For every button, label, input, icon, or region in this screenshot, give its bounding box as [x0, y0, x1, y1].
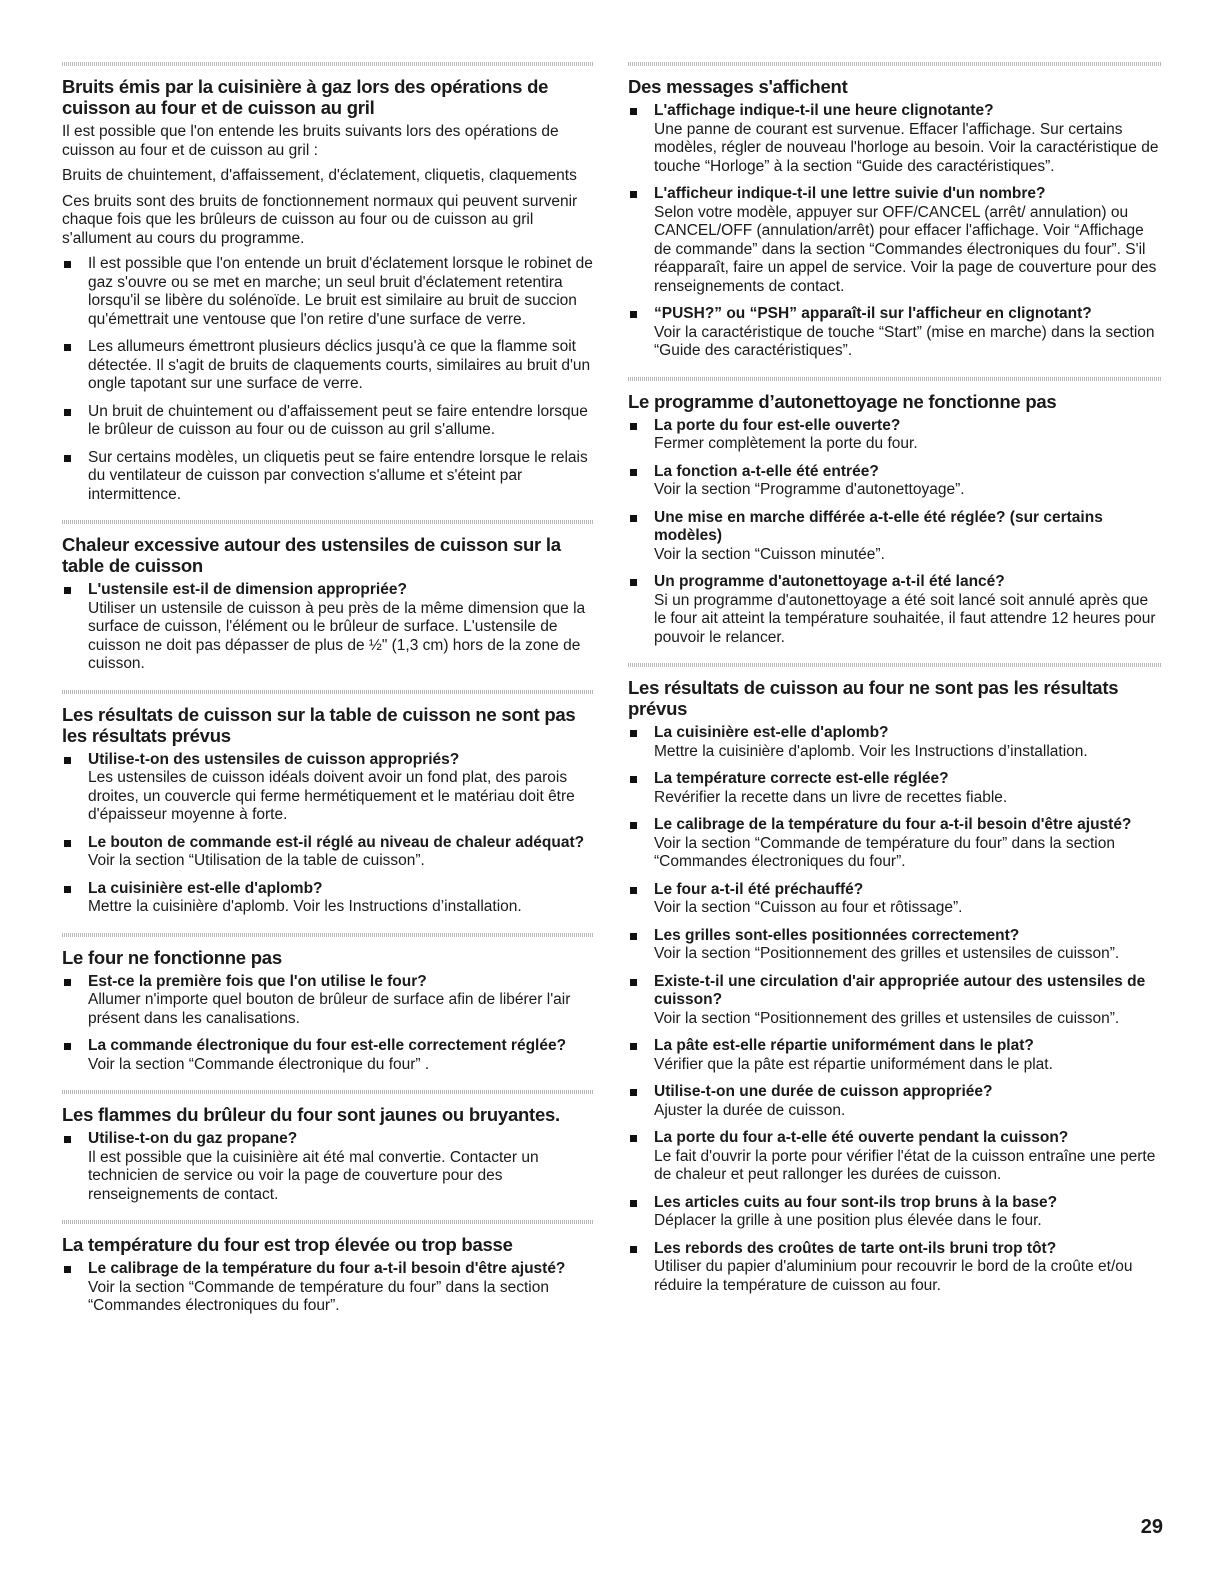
square-bullet-icon	[64, 344, 71, 351]
list-item	[628, 463, 1162, 500]
item-question: La commande électronique du four est-elle correctement réglée?	[88, 1037, 567, 1054]
item-question: Une mise en marche différée a-t-elle été réglée? (sur certains modèles)	[654, 508, 1103, 544]
square-bullet-icon	[64, 979, 71, 986]
square-bullet-icon	[64, 1136, 71, 1143]
troubleshooting-section	[62, 947, 594, 1075]
square-bullet-icon	[630, 1200, 637, 1207]
square-bullet-icon	[64, 261, 71, 268]
square-bullet-icon	[630, 311, 637, 318]
list-item	[628, 573, 1162, 647]
item-question: L'afficheur indique-t-il une lettre suivie d'un nombre?	[654, 185, 1046, 202]
item-answer: Voir la section “Commande électronique du four” .	[88, 1055, 430, 1073]
item-question: Est-ce la première fois que l'on utilise le four?	[88, 972, 427, 990]
item-answer: Revérifier la recette dans un livre de recettes fiable.	[654, 788, 1008, 806]
square-bullet-icon	[630, 1246, 637, 1253]
section-paragraph: Il est possible que l'on entende les bruits suivants lors des opérations de cuisson au four et de cuisson au gril :	[62, 123, 559, 159]
item-answer: Voir la section “Utilisation de la table de cuisson”.	[88, 852, 425, 869]
troubleshooting-section	[62, 76, 594, 504]
list-item	[628, 1129, 1162, 1185]
section-paragraph: Ces bruits sont des bruits de fonctionnement normaux qui peuvent survenir chaque fois que les brûleurs de cuisson au four ou de cuisson au gril s'allument au cours du programme.	[62, 192, 578, 247]
item-answer: Les allumeurs émettront plusieurs déclics jusqu'à ce que la flamme soit détectée. Il s'agit de bruits de claquements courts, similaires au bruit d'un ongle tapotant sur une surface de verre.	[88, 338, 591, 392]
item-question: Les articles cuits au four sont-ils trop bruns à la base?	[654, 1193, 1058, 1211]
square-bullet-icon	[630, 108, 637, 115]
section-title: Le programme d’autonettoyage ne fonctionne pas	[628, 390, 1057, 412]
section-title: Le four ne fonctionne pas	[62, 946, 282, 968]
item-question: La porte du four a-t-elle été ouverte pendant la cuisson?	[654, 1129, 1069, 1146]
item-list	[62, 1260, 594, 1316]
item-answer: Voir la section “Positionnement des grilles et ustensiles de cuisson”.	[654, 1009, 1120, 1027]
item-list	[62, 1130, 594, 1204]
right-column	[628, 62, 1162, 1311]
item-answer: Voir la section “Positionnement des grilles et ustensiles de cuisson”.	[654, 945, 1120, 962]
troubleshooting-section	[62, 1234, 594, 1316]
section-divider	[62, 690, 594, 694]
list-item	[62, 834, 594, 871]
item-question: Le calibrage de la température du four a-t-il besoin d'être ajusté?	[654, 816, 1132, 833]
item-question: Les grilles sont-elles positionnées correctement?	[654, 926, 1020, 944]
item-answer: Il est possible que l'on entende un bruit d'éclatement lorsque le robinet de gaz s'ouvre ou se met en marche; un seul bruit d'éclatement retentira lorsqu'il se libère du solénoïde. Le bruit est similaire au bruit de succion qu'émettrait une ventouse que l'on retire d'une surface de verre.	[88, 255, 593, 328]
item-answer: Vérifier que la pâte est répartie uniformément dans le plat.	[654, 1055, 1053, 1073]
item-list	[62, 255, 594, 504]
item-answer: Si un programme d'autonettoyage a été soit lancé soit annulé après que le four ait atteint la température souhaitée, il faut attendre 12 heures pour pouvoir le relancer.	[654, 591, 1156, 646]
item-question: La cuisinière est-elle d'aplomb?	[88, 879, 323, 897]
item-question: Un programme d'autonettoyage a-t-il été lancé?	[654, 573, 1005, 590]
list-item	[628, 881, 1162, 918]
item-answer: Fermer complètement la porte du four.	[654, 435, 918, 452]
item-question: La cuisinière est-elle d'aplomb?	[654, 724, 889, 741]
item-answer: Voir la section “Commande de température du four” dans la section “Commandes électroniques du four”.	[88, 1278, 549, 1314]
troubleshooting-section	[628, 76, 1162, 361]
item-answer: Un bruit de chuintement ou d'affaissement peut se faire entendre lorsque le brûleur de cuisson au four ou de cuisson au gril s'allume.	[88, 402, 588, 438]
section-title: Chaleur excessive autour des ustensiles de cuisson sur la table de cuisson	[62, 534, 561, 576]
list-item	[628, 770, 1162, 807]
section-divider	[62, 520, 594, 524]
item-question: La fonction a-t-elle été entrée?	[654, 462, 879, 480]
square-bullet-icon	[630, 933, 637, 940]
item-question: Le bouton de commande est-il réglé au niveau de chaleur adéquat?	[88, 833, 585, 851]
square-bullet-icon	[630, 579, 637, 586]
section-title: Des messages s'affichent	[628, 76, 848, 97]
item-question: Le calibrage de la température du four a-t-il besoin d'être ajusté?	[88, 1260, 566, 1277]
item-question: “PUSH?” ou “PSH” apparaît-il sur l'afficheur en clignotant?	[654, 305, 1092, 322]
item-list	[628, 724, 1162, 1295]
item-list	[62, 581, 594, 674]
list-item	[62, 581, 594, 674]
section-title: Les résultats de cuisson sur la table de cuisson ne sont pas les résultats prévus	[62, 703, 576, 746]
item-question: L'affichage indique-t-il une heure clignotante?	[654, 102, 994, 119]
square-bullet-icon	[630, 887, 637, 894]
section-title: Bruits émis par la cuisinière à gaz lors des opérations de cuisson au four et de cuisson au gril	[62, 76, 549, 118]
item-question: Les rebords des croûtes de tarte ont-ils bruni trop tôt?	[654, 1239, 1057, 1257]
item-question: La pâte est-elle répartie uniformément dans le plat?	[654, 1037, 1034, 1054]
list-item	[628, 305, 1162, 361]
list-item	[628, 1194, 1162, 1231]
troubleshooting-section	[628, 677, 1162, 1295]
square-bullet-icon	[630, 515, 637, 522]
page-number: 29	[1140, 1516, 1163, 1538]
list-item	[628, 724, 1162, 761]
square-bullet-icon	[630, 191, 637, 198]
section-paragraph: Bruits de chuintement, d'affaissement, d'éclatement, cliquetis, claquements	[62, 167, 577, 184]
section-title: La température du four est trop élevée ou trop basse	[62, 1234, 513, 1255]
square-bullet-icon	[630, 979, 637, 986]
item-answer: Les ustensiles de cuisson idéals doivent avoir un fond plat, des parois droites, un couvercle qui ferme hermétiquement et le matériau doit être d'épaisseur moyenne à forte.	[88, 769, 575, 823]
list-item	[62, 1130, 594, 1204]
left-column	[62, 62, 594, 1332]
list-item	[628, 1083, 1162, 1120]
list-item	[628, 927, 1162, 964]
section-divider	[62, 1220, 594, 1224]
troubleshooting-section	[62, 1104, 594, 1204]
item-answer: Voir la caractéristique de touche “Start” (mise en marche) dans la section “Guide des caractéristiques”.	[654, 323, 1155, 359]
list-item	[62, 751, 594, 825]
list-item	[62, 1037, 594, 1074]
list-item	[62, 1260, 594, 1316]
list-item	[628, 417, 1162, 454]
item-answer: Voir la section “Cuisson au four et rôtissage”.	[654, 899, 963, 916]
item-answer: Sur certains modèles, un cliquetis peut se faire entendre lorsque le relais du ventilateur de cuisson par convection s'allume et s'éteint par intermittence.	[88, 448, 588, 503]
square-bullet-icon	[630, 469, 637, 476]
list-item	[628, 1037, 1162, 1074]
square-bullet-icon	[64, 587, 71, 594]
list-item	[62, 449, 594, 505]
item-question: La température correcte est-elle réglée?	[654, 770, 949, 787]
item-answer: Le fait d'ouvrir la porte pour vérifier l'état de la cuisson entraîne une perte de chaleur et peut rallonger les durées de cuisson.	[654, 1147, 1156, 1183]
square-bullet-icon	[64, 757, 71, 764]
item-list	[628, 417, 1162, 648]
section-title: Les flammes du brûleur du four sont jaunes ou bruyantes.	[62, 1104, 560, 1125]
item-question: Utilise-t-on des ustensiles de cuisson appropriés?	[88, 750, 460, 768]
list-item	[628, 102, 1162, 176]
list-item	[62, 338, 594, 394]
square-bullet-icon	[630, 776, 637, 783]
square-bullet-icon	[64, 409, 71, 416]
square-bullet-icon	[630, 1089, 637, 1096]
list-item	[628, 1240, 1162, 1296]
item-answer: Voir la section “Cuisson minutée”.	[654, 545, 885, 563]
square-bullet-icon	[630, 1135, 637, 1142]
section-divider	[62, 1090, 594, 1094]
list-item	[62, 403, 594, 440]
square-bullet-icon	[64, 455, 71, 462]
item-answer: Ajuster la durée de cuisson.	[654, 1101, 846, 1119]
item-question: L'ustensile est-il de dimension appropriée?	[88, 581, 407, 598]
square-bullet-icon	[630, 822, 637, 829]
item-list	[628, 102, 1162, 361]
item-question: Utilise-t-on une durée de cuisson appropriée?	[654, 1083, 993, 1100]
item-answer: Voir la section “Programme d'autonettoyage”.	[654, 481, 965, 498]
item-answer: Allumer n'importe quel bouton de brûleur de surface afin de libérer l'air présent dans les canalisations.	[88, 991, 571, 1027]
item-question: Existe-t-il une circulation d'air appropriée autour des ustensiles de cuisson?	[654, 972, 1146, 1008]
section-title: Les résultats de cuisson au four ne sont pas les résultats prévus	[628, 677, 1119, 719]
item-list	[62, 973, 594, 1075]
troubleshooting-section	[62, 534, 594, 674]
item-answer: Déplacer la grille à une position plus élevée dans le four.	[654, 1212, 1042, 1229]
section-divider	[628, 663, 1162, 667]
square-bullet-icon	[630, 423, 637, 430]
item-question: La porte du four est-elle ouverte?	[654, 416, 901, 434]
list-item	[62, 973, 594, 1029]
list-item	[628, 816, 1162, 872]
section-divider	[62, 62, 594, 66]
item-answer: Mettre la cuisinière d'aplomb. Voir les Instructions d’installation.	[88, 898, 522, 915]
item-answer: Selon votre modèle, appuyer sur OFF/CANCEL (arrêt/ annulation) ou CANCEL/OFF (annulation/arrêt) pour effacer l'affichage. Voir “Affichage de commande” dans la section “Commandes électroniques du four”. S'il réapparaît, faire un appel de service. Voir la page de couverture pour des renseignements de contact.	[654, 203, 1157, 295]
square-bullet-icon	[64, 840, 71, 847]
item-answer: Utiliser du papier d'aluminium pour recouvrir le bord de la croûte et/ou réduire la température de cuisson au four.	[654, 1258, 1133, 1294]
item-answer: Il est possible que la cuisinière ait été mal convertie. Contacter un technicien de service ou voir la page de couverture pour des renseignements de contact.	[88, 1148, 539, 1203]
item-list	[62, 751, 594, 917]
item-question: Utilise-t-on du gaz propane?	[88, 1130, 298, 1147]
list-item	[62, 255, 594, 329]
square-bullet-icon	[64, 886, 71, 893]
troubleshooting-section	[628, 391, 1162, 648]
troubleshooting-section	[62, 704, 594, 917]
item-question: Le four a-t-il été préchauffé?	[654, 880, 864, 898]
item-answer: Une panne de courant est survenue. Effacer l'affichage. Sur certains modèles, régler de nouveau l'horloge au besoin. Voir la caractéristique de touche “Horloge” à la section “Guide des caractéristiques”.	[654, 120, 1159, 175]
square-bullet-icon	[64, 1043, 71, 1050]
list-item	[628, 973, 1162, 1029]
item-answer: Utiliser un ustensile de cuisson à peu près de la même dimension que la surface de cuisson, l'élément ou le brûleur de surface. L'ustensile de cuisson ne doit pas dépasser de plus de ½" (1,3 cm) hors de la zone de cuisson.	[88, 599, 586, 672]
square-bullet-icon	[64, 1266, 71, 1273]
section-divider	[62, 933, 594, 937]
list-item	[628, 509, 1162, 565]
list-item	[628, 185, 1162, 296]
item-answer: Voir la section “Commande de température du four” dans la section “Commandes électroniques du four”.	[654, 834, 1115, 870]
square-bullet-icon	[630, 730, 637, 737]
section-divider	[628, 62, 1162, 66]
item-answer: Mettre la cuisinière d'aplomb. Voir les Instructions d’installation.	[654, 742, 1088, 760]
list-item	[62, 880, 594, 917]
section-divider	[628, 377, 1162, 381]
square-bullet-icon	[630, 1043, 637, 1050]
